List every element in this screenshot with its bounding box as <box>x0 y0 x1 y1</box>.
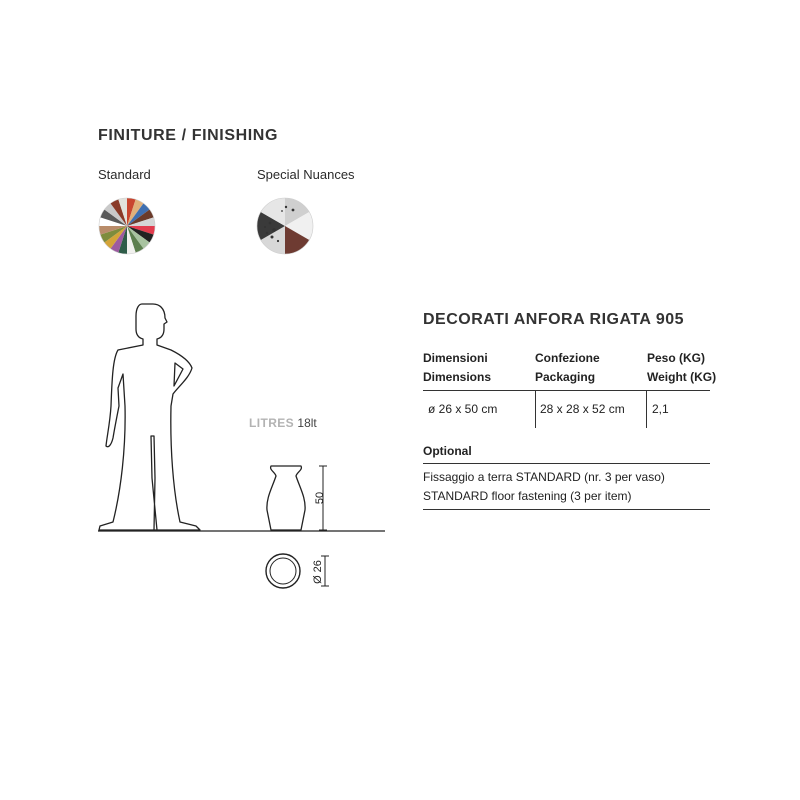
human-silhouette <box>99 304 200 530</box>
optional-heading: Optional <box>423 444 472 458</box>
litres-label: LITRES <box>249 416 295 430</box>
optional-divider-bottom <box>423 509 710 510</box>
optional-line-en: STANDARD floor fastening (3 per item) <box>423 489 632 503</box>
vase-top-view-outer <box>266 554 300 588</box>
header-weight-it: Peso (KG) <box>647 351 706 365</box>
height-dimension-label: 50 <box>314 491 326 505</box>
value-packaging: 28 x 28 x 52 cm <box>540 402 625 416</box>
header-dimensions-en: Dimensions <box>423 370 492 384</box>
optional-divider-top <box>423 463 710 464</box>
optional-text <box>423 468 665 506</box>
standard-color-wheel <box>98 197 156 255</box>
optional-line-it: Fissaggio a terra STANDARD (nr. 3 per vaso) <box>423 470 665 484</box>
header-weight <box>647 349 716 387</box>
finishing-title: FINITURE / FINISHING <box>98 127 278 144</box>
litres-capacity <box>249 416 317 430</box>
size-comparison-drawing <box>95 298 395 598</box>
table-column-divider <box>535 391 536 428</box>
value-weight: 2,1 <box>652 402 669 416</box>
header-packaging-en: Packaging <box>535 370 596 384</box>
standard-label: Standard <box>98 167 151 182</box>
value-dimensions: ø 26 x 50 cm <box>428 402 498 416</box>
table-header-divider <box>423 390 710 391</box>
header-weight-en: Weight (KG) <box>647 370 717 384</box>
vase-side-view <box>267 466 305 530</box>
header-packaging <box>535 349 600 387</box>
vase-top-view-inner <box>270 558 296 584</box>
product-title: DECORATI ANFORA RIGATA 905 <box>423 311 685 328</box>
table-column-divider <box>646 391 647 428</box>
litres-value: 18lt <box>297 416 317 430</box>
header-dimensions <box>423 349 491 387</box>
special-nuances-label: Special Nuances <box>257 167 355 182</box>
special-nuances-wheel <box>256 197 314 255</box>
header-dimensions-it: Dimensioni <box>423 351 488 365</box>
diameter-dimension-label: Ø 26 <box>312 560 324 584</box>
header-packaging-it: Confezione <box>535 351 600 365</box>
